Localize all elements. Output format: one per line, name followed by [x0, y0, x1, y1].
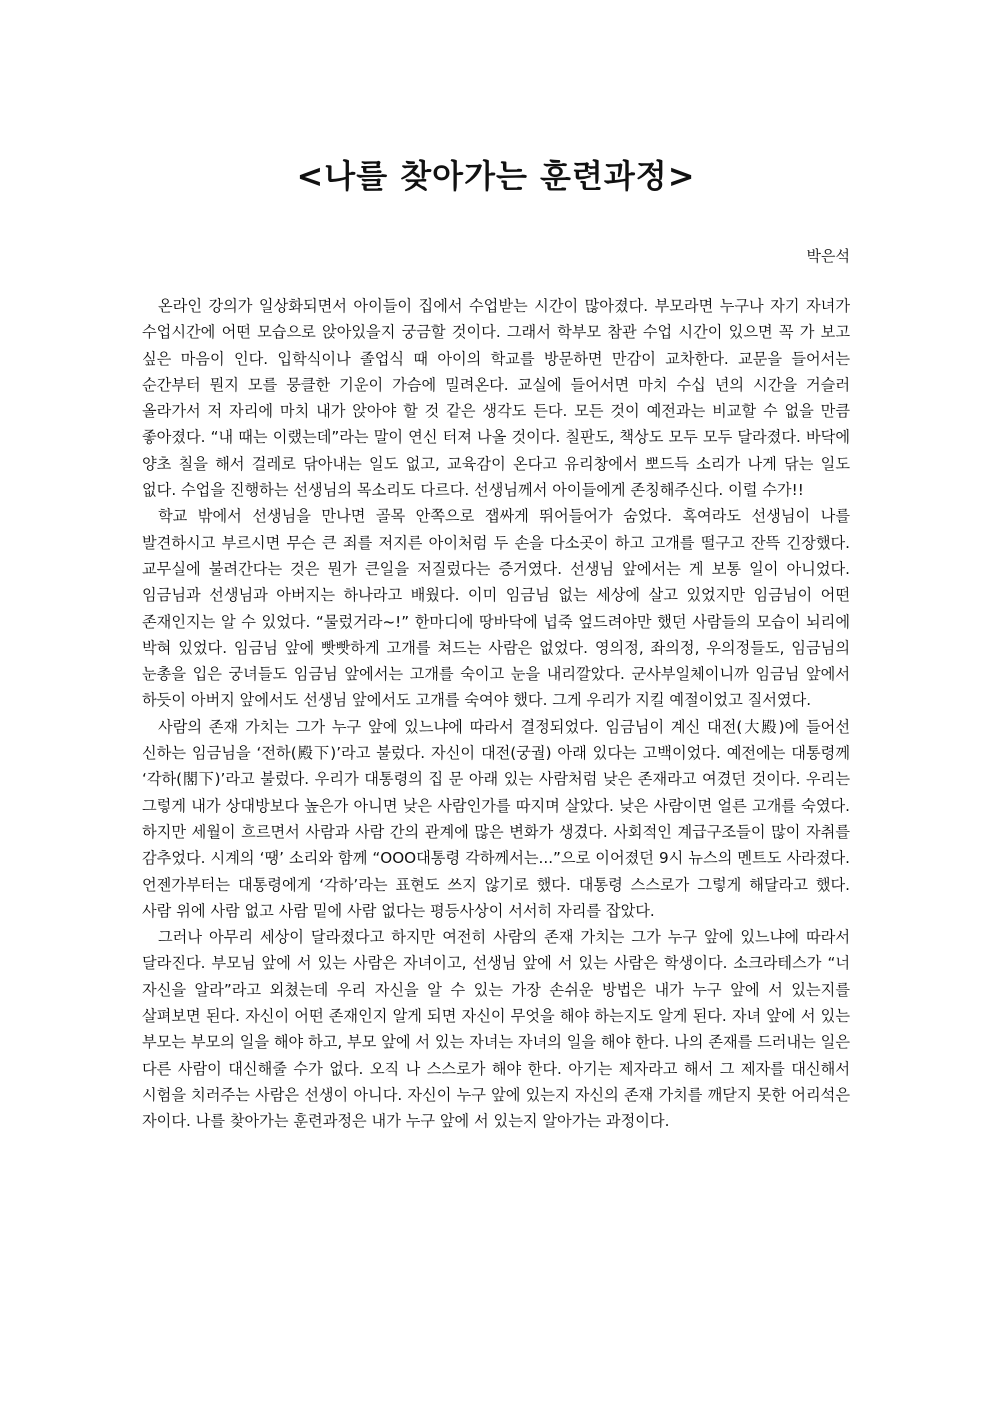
document-body — [142, 293, 850, 1135]
paragraph-1: 온라인 강의가 일상화되면서 아이들이 집에서 수업받는 시간이 많아졌다. 부모라면 누구나 자기 자녀가 수업시간에 어떤 모습으로 앉아있을지 궁금할 것이다. 그래서 학부모 참관 수업 시간이 있으면 꼭 가 보고 싶은 마음이 인다. 입학식이나 졸업식 때 아이의 학교를 방문하면 만감이 교차한다. 교문을 들어서는 순간부터 뭔지 모를 뭉클한 기운이 가슴에 밀려온다. 교실에 들어서면 마치 수십 년의 시간을 거슬러 올라가서 저 자리에 마치 내가 앉아야 할 것 같은 생각도 든다. 모든 것이 예전과는 비교할 수 없을 만큼 좋아졌다. “내 때는 이랬는데”라는 말이 연신 터져 나올 것이다. 칠판도, 책상도 모두 모두 달라졌다. 바닥에 양초 칠을 해서 걸레로 닦아내는 일도 없고, 교육감이 온다고 유리창에서 뽀드득 소리가 나게 닦는 일도 없다. 수업을 진행하는 선생님의 목소리도 다르다. 선생님께서 아이들에게 존칭해주신다. 이럴 수가!! — [142, 297, 850, 500]
author-name: 박은석 — [806, 247, 850, 265]
paragraph-4: 그러나 아무리 세상이 달라졌다고 하지만 여전히 사람의 존재 가치는 그가 누구 앞에 있느냐에 따라서 달라진다. 부모님 앞에 서 있는 사람은 자녀이고, 선생님 앞에 서 있는 사람은 학생이다. 소크라테스가 “너 자신을 알라”라고 외쳤는데 우리 자신을 알 수 있는 가장 손쉬운 방법은 내가 누구 앞에 서 있는지를 살펴보면 된다. 자신이 어떤 존재인지 알게 되면 자신이 무엇을 해야 하는지도 알게 된다. 자녀 앞에 서 있는 부모는 부모의 일을 해야 하고, 부모 앞에 서 있는 자녀는 자녀의 일을 해야 한다. 나의 존재를 드러내는 일은 다른 사람이 대신해줄 수가 없다. 오직 나 스스로가 해야 한다. 아기는 제자라고 해서 그 제자를 대신해서 시험을 치러주는 사람은 선생이 아니다. 자신이 누구 앞에 있는지 자신의 존재 가치를 깨닫지 못한 어리석은 자이다. 나를 찾아가는 훈련과정은 내가 누구 앞에 서 있는지 알아가는 과정이다. — [142, 928, 850, 1131]
document-title: <나를 찾아가는 훈련과정> — [296, 157, 696, 195]
paragraph-3: 사람의 존재 가치는 그가 누구 앞에 있느냐에 따라서 결정되었다. 임금님이 계신 대전(大殿)에 들어선 신하는 임금님을 ‘전하(殿下)’라고 불렀다. 자신이 대전(궁궐) 아래 있다는 고백이었다. 예전에는 대통령께 ‘각하(閣下)’라고 불렀다. 우리가 대통령의 집 문 아래 있는 사람처럼 낮은 존재라고 여겼던 것이다. 우리는 그렇게 내가 상대방보다 높은가 아니면 낮은 사람인가를 따지며 살았다. 낮은 사람이면 얼른 고개를 숙였다. 하지만 세월이 흐르면서 사람과 사람 간의 관계에 많은 변화가 생겼다. 사회적인 계급구조들이 많이 자취를 감추었다. 시계의 ‘땡’ 소리와 함께 “OOO대통령 각하께서는...”으로 이어졌던 9시 뉴스의 멘트도 사라졌다. 언젠가부터는 대통령에게 ‘각하’라는 표현도 쓰지 않기로 했다. 대통령 스스로가 그렇게 해달라고 했다. 사람 위에 사람 없고 사람 밑에 사람 없다는 평등사상이 서서히 자리를 잡았다. — [142, 717, 850, 920]
paragraph-2: 학교 밖에서 선생님을 만나면 골목 안쪽으로 잽싸게 뛰어들어가 숨었다. 혹여라도 선생님이 나를 발견하시고 부르시면 무슨 큰 죄를 저지른 아이처럼 두 손을 다소곳이 하고 고개를 떨구고 잔뜩 긴장했다. 교무실에 불려간다는 것은 뭔가 큰일을 저질렀다는 증거였다. 선생님 앞에서는 게 보통 일이 아니었다. 임금님과 선생님과 아버지는 하나라고 배웠다. 이미 임금님 없는 세상에 살고 있었지만 임금님이 어떤 존재인지는 알 수 있었다. “물렀거라~!” 한마디에 땅바닥에 넙죽 엎드려야만 했던 사람들의 모습이 뇌리에 박혀 있었다. 임금님 앞에 빳빳하게 고개를 쳐드는 사람은 없었다. 영의정, 좌의정, 우의정들도, 임금님의 눈총을 입은 궁녀들도 임금님 앞에서는 고개를 숙이고 눈을 내리깔았다. 군사부일체이니까 임금님 앞에서 하듯이 아버지 앞에서도 선생님 앞에서도 고개를 숙여야 했다. 그게 우리가 지킬 예절이었고 질서였다. — [142, 507, 850, 710]
